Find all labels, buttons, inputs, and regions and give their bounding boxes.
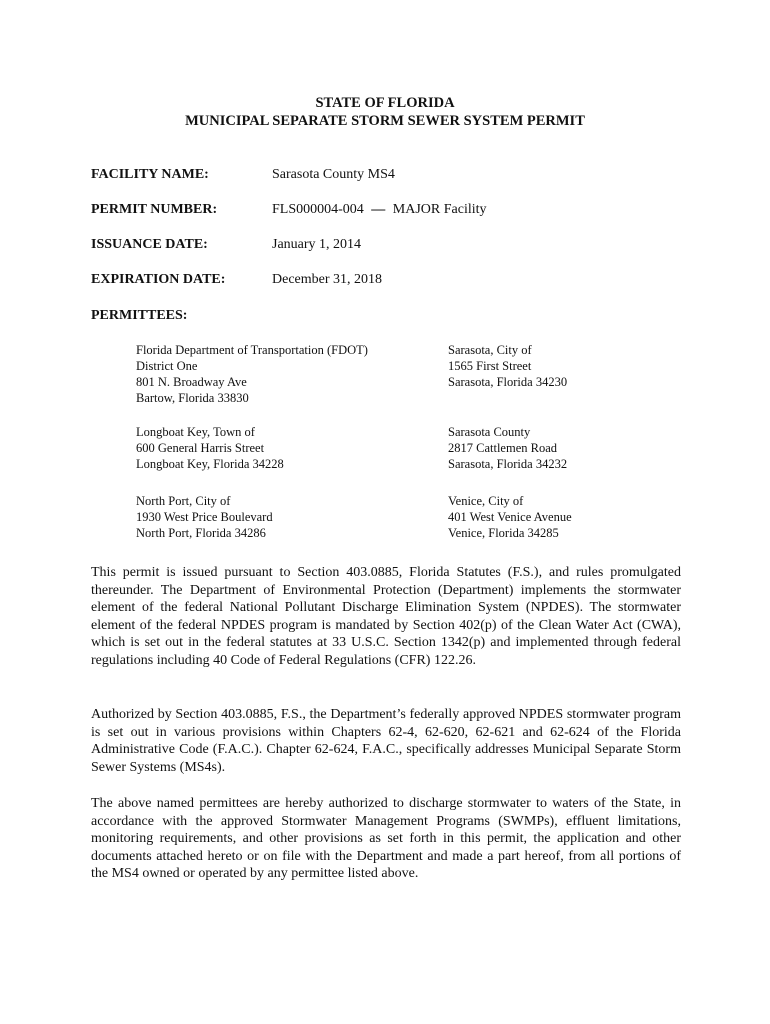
permittee-address-line: 801 N. Broadway Ave <box>136 375 247 389</box>
permittee-address-line: 401 West Venice Avenue <box>448 510 572 524</box>
permittee-fdot <box>136 342 368 406</box>
permittee-sarasota-county <box>448 424 567 472</box>
authorization-paragraph: The above named permittees are hereby authorized to discharge stormwater to waters of the State, in accordance with the approved Stormwater Management Programs (SWMPs), effluent limitations, monitoring requirements, and other provisions as set forth in this permit, the application and other documents attached hereto or on file with the Department and made a part hereof, from all portions of the MS4 owned or operated by any permittee listed above. <box>91 796 681 881</box>
permittee-address-line: 2817 Cattlemen Road <box>448 441 558 455</box>
permittee-name: Sarasota, City of <box>448 343 532 357</box>
facility-name-value: Sarasota County MS4 <box>272 167 395 182</box>
permittee-address-line: Bartow, Florida 33830 <box>136 391 249 405</box>
permit-class: MAJOR Facility <box>392 202 487 217</box>
permit-number: FLS000004-004 <box>272 202 364 217</box>
authority-paragraph: This permit is issued pursuant to Section 403.0885, Florida Statutes (F.S.), and rules promulgated thereunder. The Department of Environmental Protection (Department) implements the stormwater element of the federal National Pollutant Discharge Elimination System (NPDES). The stormwater element of the federal NPDES program is mandated by Section 402(p) of the Clean Water Act (CWA), which is set out in the federal statutes at 33 U.S.C. Section 1342(p) and implemented through federal regulations including 40 Code of Federal Regulations (CFR) 122.26. <box>91 565 681 668</box>
permit-number-dash: — <box>371 202 386 217</box>
permittees-label: PERMITTEES: <box>91 308 188 323</box>
issuance-date-label: ISSUANCE DATE: <box>91 237 208 252</box>
permittee-sarasota-city <box>448 342 567 390</box>
document-title-permit: MUNICIPAL SEPARATE STORM SEWER SYSTEM PERMIT <box>185 113 585 129</box>
facility-name-label: FACILITY NAME: <box>91 167 209 182</box>
permit-number-label: PERMIT NUMBER: <box>91 202 218 217</box>
permittee-name: Venice, City of <box>448 494 524 508</box>
permittee-name: Longboat Key, Town of <box>136 425 255 439</box>
permittee-address-line: Longboat Key, Florida 34228 <box>136 457 284 471</box>
issuance-date-value: January 1, 2014 <box>272 237 362 252</box>
permittee-name: North Port, City of <box>136 494 231 508</box>
permit-number-value <box>272 201 487 219</box>
permittee-venice <box>448 493 572 541</box>
permittee-name: Sarasota County <box>448 425 531 439</box>
permittee-address-line: 1930 West Price Boulevard <box>136 510 273 524</box>
permittee-north-port <box>136 493 273 541</box>
document-title-state: STATE OF FLORIDA <box>315 95 455 111</box>
permittee-name: Florida Department of Transportation (FDOT) <box>136 343 368 357</box>
permittee-address-line: Sarasota, Florida 34232 <box>448 457 568 471</box>
permittee-address-line: District One <box>136 359 198 373</box>
permittee-address-line: 600 General Harris Street <box>136 441 265 455</box>
permittee-address-line: Venice, Florida 34285 <box>448 526 559 540</box>
permittee-address-line: Sarasota, Florida 34230 <box>448 375 568 389</box>
permittee-address-line: 1565 First Street <box>448 359 532 373</box>
expiration-date-label: EXPIRATION DATE: <box>91 272 226 287</box>
permittee-longboat-key <box>136 424 284 472</box>
program-paragraph: Authorized by Section 403.0885, F.S., the Department’s federally approved NPDES stormwater program is set out in various provisions within Chapters 62-4, 62-620, 62-621 and 62-624 of the Florida Administrative Code (F.A.C.). Chapter 62-624, F.A.C., specifically addresses Municipal Separate Storm Sewer Systems (MS4s). <box>91 707 681 775</box>
expiration-date-value: December 31, 2018 <box>272 272 383 287</box>
permittee-address-line: North Port, Florida 34286 <box>136 526 266 540</box>
